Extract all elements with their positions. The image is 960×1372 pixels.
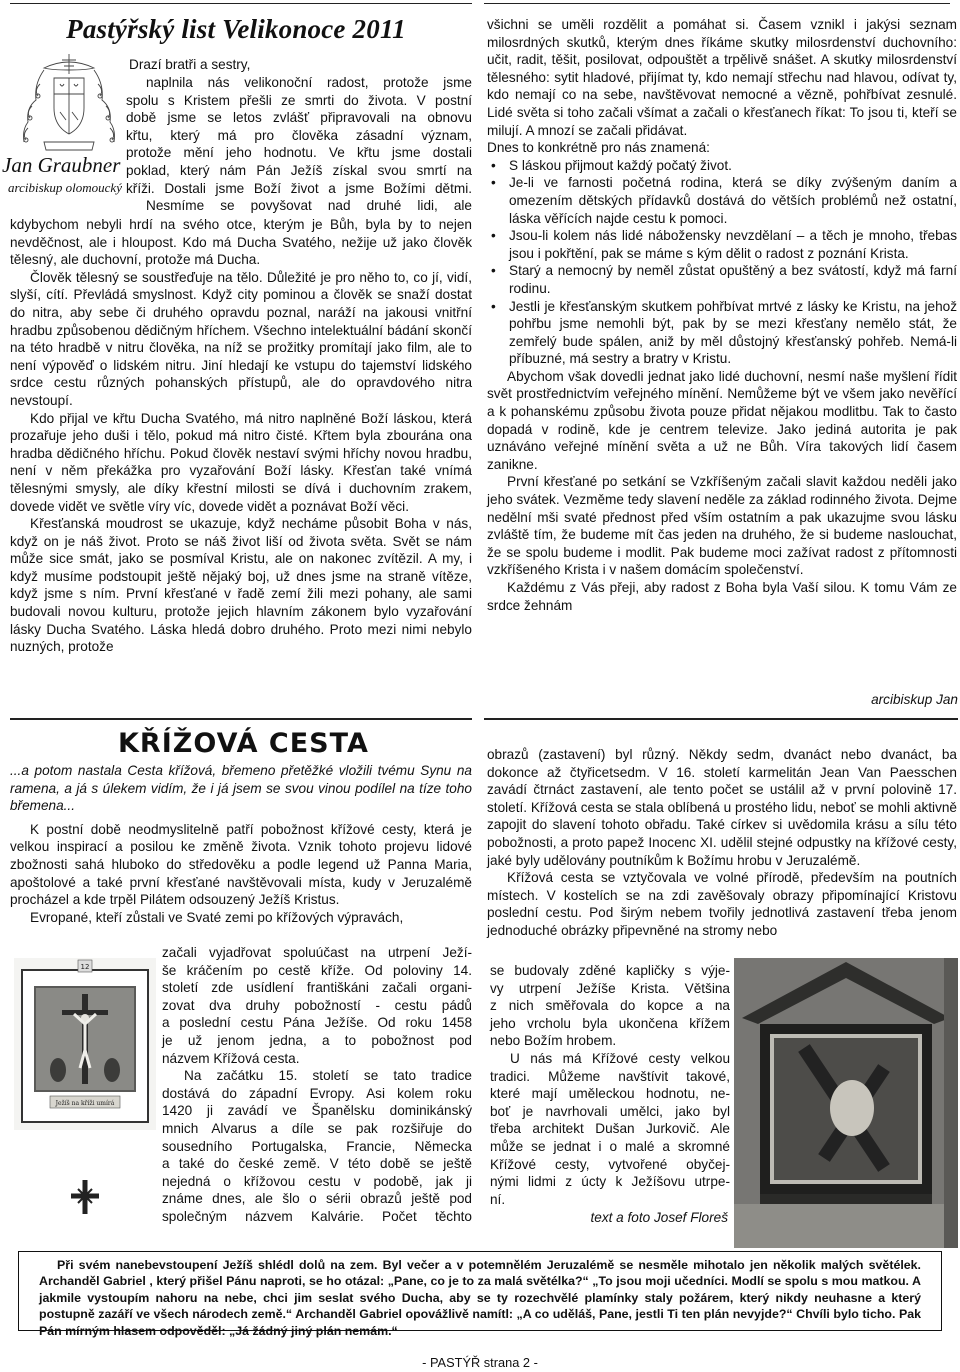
- top-rule-left: [10, 3, 472, 4]
- letter-line: Nesmíme se povyšovat nad druhé lidi, ale: [146, 198, 472, 214]
- list-item: • Je-li ve farnosti početná rodina, která se díky zvýšeným daním a omezením dětských přídavků dostává do větších problémů než ostatní, láska věřících najde cestu k pomoci.: [487, 174, 957, 227]
- list-item: • S láskou přijmout každý počatý život.: [487, 157, 957, 175]
- story-text: Při svém nanebevstoupení Ježíš shlédl dolů na zem. Byl večer a v potemnělém Jeruzalémě se nesměle mihotalo jen několik malých světélek. Archanděl Gabriel , který přišel Pánu naproti, se ho otázal: „Pane, co je to za malá světélka?“ „To jsou moji učedníci. Modlí se spolu s mou matkou. A jakmile vystoupím nahoru na nebe, chci jim seslat svého Ducha, aby se ty rozechvělé plamínky staly požárem, který nikdy neuhasne a který postupně zazáří ve všech národech země.“ Archanděl Gabriel opovážlivě namítl: „A co uděláš, Pane, jestli Ti ten plán nevyjde?“ Chvíli bylo ticho. Pak Pán mírným hlasem odpověděl: „Já žádný jiný plán nemám.“: [39, 1258, 921, 1338]
- cesta-line: společným názvem Kalvárie. Počet těchto: [162, 1208, 472, 1224]
- cesta-line: še kráčením po cestě kříže. Od poloviny 14.: [162, 962, 472, 978]
- cesta-line: a také do české země. V této době se ještě: [162, 1156, 472, 1172]
- cesta-line: třeba architekt Dušan Jurkovič. Ale: [490, 1121, 730, 1137]
- cesta-left-body: [10, 762, 472, 926]
- cesta-paragraph: K postní době neodmyslitelně patří pobožnost křížové cesty, která je velkou inspirací a posilou ke změně života. Vznik tohoto projevu lidové zbožnosti sahá hluboko do středověku a podle legend už Panna Maria, apoštolové a také první křesťané navštěvovali místa, kudy v Jeruzalémě procházel a kde trpěl Pilátem odsouzený Ježíš Kristus.: [10, 821, 472, 908]
- cesta-line: vy utrpení Ježíše Krista. Většina: [490, 980, 730, 996]
- page-footer: - PASTÝŘ strana 2 -: [422, 1355, 538, 1370]
- section-divider-right: [484, 718, 958, 720]
- cesta-paragraph: Křížová cesta se vztyčovala ve volné přírodě, především na poutních místech. V kostelích se na zdi zavěšovaly obrazy připomínající Kristovu poslední cestu. Pod širým nebem tvořily jednotlivá zastavení třeba jenom jednoduché obrázky připevněné na stromy nebo: [487, 870, 957, 938]
- cesta-line: Křížové cesty, vytvořené obyčej-: [490, 1156, 730, 1172]
- cesta-line: 1420 ji zavádí ve Španělsku dominikánský: [162, 1103, 472, 1119]
- cesta-line: názvem Křížová cesta.: [162, 1050, 300, 1066]
- list-item: • Jsou-li kolem nás lidé nábožensky nevzdělaní – a těch je mnoho, třebas jsou i pokřtění, pak se máme s kým dělit o radost z poznání Krista.: [487, 227, 957, 262]
- cesta-line: které mají uměleckou hodnotu, ne-: [490, 1086, 730, 1102]
- cesta-paragraph: Evropané, kteří zůstali ve Svaté zemi po křížových výpravách,: [30, 909, 404, 925]
- letter-paragraph: První křesťané po setkání se Vzkříšeným začali slavit každou neděli jako jeho svátek. Vezměme tedy slavení neděle za základ rodinného života. Dejme nedělní mši svaté přednost před vším ostatním a pak ukazujme svou lásku zvláště tím, že budeme mít čas jeden na druhého, že si budeme naslouchat, že se spolu budeme i modlit. Pak budeme moci zažívat radost z přítomnosti vzkříšeného Krista i v našem domácím společenství.: [487, 474, 957, 578]
- wayside-chapel-photo: [734, 958, 958, 1248]
- letter-sign: arcibiskup Jan: [871, 692, 958, 707]
- station-caption: Ježíš na kříži umírá: [55, 1100, 115, 1107]
- letter-line: naplnila nás velikonoční radost, protože jsme: [146, 75, 472, 90]
- letter-line: době jsme se letos zvlášť připravovali na obnovu: [126, 110, 472, 126]
- coat-of-arms-icon: [14, 50, 124, 154]
- letter-paragraph: Člověk tělesný se soustřeďuje na tělo. Důležité je pro něho to, co jí, vidí, slyší, cítí. Převládá smyslnost. Když city pominou a člověk se snaží dostat do nitra, aby sebe či druhého opravdu poznal, naráží na jakousi vnitřní hradbu způsobenou dědičným hříchem. Všechno intelektuální bádání skončí na této hradbě v nitru člověka, na níž se prožitky promítají jako film, ale to není výpověď o lidském nitru. Jiní hledají ke vstupu do tajemství lidského srdce cestu různých pohanských přístupů, ale do opravdového nitra nevstoupí.: [10, 269, 472, 408]
- cesta-line: známe dnes, ale šlo o sérii obrazů ještě pod: [162, 1191, 472, 1207]
- signature-name: Jan Graubner: [2, 153, 121, 177]
- letter-paragraph: Křesťanská moudrost se ukazuje, když necháme působit Boha v nás, když on je náš život. Proto se náš život liší od života světa. Svět se nám může sice smát, jako se posmíval Kristu, ale on nakonec zvítězil. A my, i když musíme podstoupit ještě nějaký boj, už dnes jsme na straně vítěze, když jsme s ním. První křesťané v řadě zemí žili mezi pohany, ale sami budovali novou kulturu, protože jejich hlavním zákonem bylo vyzařování lásky Ducha Svatého. Láska hledá dobro druhého. Proto mezi nimi nebylo nuzných, protože: [10, 516, 472, 655]
- letter-top-lines: [126, 74, 472, 215]
- cesta-line: dostává do západní Evropy. Asi kolem roku: [162, 1085, 472, 1101]
- letter-paragraph: všichni se uměli rozdělit a pomáhat si. Časem vznikl i jakýsi seznam milosrdných skutků, kterým dnes říkáme skutky milosrdenství duchovního: učit, radit, těšit, posilovat, odpouštět a trpělivě snášet. A skutky milosrdenství tělesného: sytit hladové, přijímat ty, kdo nemají střechu nad hlavou, odívat ty, kdo nemají co na sebe, navštěvovat nemocné a vězně, pohřbívat zesnulé. Lidé světa si toho začali všímat a začali o křesťanech říkat: To jsou ti, kteří se milují. A mnozí se začali přidávat.: [487, 17, 957, 138]
- page-title: Pastýřský list Velikonoce 2011: [66, 14, 406, 44]
- letter-paragraph: kdybychom nebyli hrdí na svého otce, kterým je Bůh, byla by to nejen nevděčnost, ale i hloupost. Kdo má Ducha Svatého, nežije už jako člověk tělesný, ale duchovní, protože má Ducha.: [10, 217, 472, 268]
- cesta-quote: ...a potom nastala Cesta křížová, břemeno přetěžké vložili tvému Synu na ramena, a já s úlekem vidím, že i já jsem se svou vinou podílel na tíze toho břemena...: [10, 763, 472, 814]
- cesta-line: nebo Božím hrobem.: [490, 1033, 617, 1049]
- obligations-list: [487, 157, 957, 368]
- cesta-line: jeho vrcholu byla ukončena křížem: [490, 1015, 730, 1031]
- letter-paragraph: Dnes to konkrétně pro nás znamená:: [487, 140, 710, 156]
- list-item: • Jestli je křesťanským skutkem pohřbívat mrtvé z lásky ke Kristu, na jehož pohřbu jsme nemohli být, pak by se mezi křesťany nemělo stát, že zemřelý bude spálen, aniž by měl důstojný křesťanský pohřeb. Nemá-li příbuzné, má sestry a bratry v Kristu.: [487, 298, 957, 368]
- list-item: • Starý a nemocný by neměl zůstat opuštěný a bez svátostí, když má farní rodinu.: [487, 262, 957, 297]
- cesta-line: tradici. Můžeme navštívit takové,: [490, 1068, 730, 1084]
- cesta-line: U nás má Křížové cesty velkou: [510, 1050, 730, 1066]
- cesta-paragraph: obrazů (zastavení) byl různý. Někdy sedm, dvanáct nebo dvanáct, ba dokonce až čtyřicetsedm. V 16. století karmelitán Jean Van Paesschen zavádí čtrnáct zastavení, ale tento počet se ustálil až v první polovině 17. století. Křížová cesta se stala oblíbená u prostého lidu, neboť se mohli aktivně zapojit do slavení tohoto obřadu. Také církev si uvědomila krásu a sílu této pobožnosti, a proto papež Inocenc XI. udělil stejné odpustky na křížové cesty, jaké byly udělovány poutníkům k Božímu hrobu v Jeruzalémě.: [487, 747, 957, 868]
- letter-line: kříži. Dostali jsme Boží život a jsme Božími dětmi.: [126, 180, 472, 196]
- letter-line: protože mění jeho hodnotu. Ve křtu jsme dostali: [126, 145, 472, 161]
- cesta-line: století zde usídlení františkáni začali organi-: [162, 980, 472, 996]
- signature-role: arcibiskup olomoucký: [8, 180, 122, 195]
- cesta-line: z nich směřovala do kopce a na: [490, 998, 730, 1014]
- cesta-line: boť je navrhovali umělci, jako byl: [490, 1103, 730, 1119]
- letter-left-body: [10, 216, 472, 656]
- letter-line: spolu s Kristem přešli ze smrti do života. V postní: [126, 92, 472, 108]
- cesta-line: nými lidmi z úcty k Ježíšovu utrpe-: [490, 1174, 730, 1190]
- cesta-line: zovat dva druhy pobožností - cestu pádů: [162, 997, 472, 1013]
- cesta-line: ní.: [490, 1191, 506, 1207]
- photo-credit: text a foto Josef Floreš: [590, 1210, 728, 1225]
- cesta-line: mnich Alvarus a díle se pak rozšiřuje do: [162, 1120, 472, 1136]
- letter-right-body: [487, 16, 957, 614]
- letter-paragraph: Kdo přijal ve křtu Ducha Svatého, má nitro naplněné Boží láskou, která prozařuje jeho duši i tělo, pokud má nitro čisté. Křtem byla zbourána ona hradba dědičného hříchu. Pokud člověk nestaví svými hříchy novou hradbu, není v něm překážka pro vyzařování Boží lásky. Křesťan také vnímá tělesnými smysly, ale díky křestní milosti se dívá i duchovním zrakem, dovede vidět ve světle víry víc, dovede vidět a poznávat Boží věci.: [10, 410, 472, 514]
- station-number: 12: [80, 963, 90, 971]
- cesta-line: začali vyjadřovat spoluúčast na utrpení Ježí-: [162, 945, 472, 960]
- greeting-text: Drazí bratři a sestry,: [129, 57, 251, 72]
- letter-paragraph: Každému z Vás přeji, aby radost z Boha byla Vaší silou. K tomu Vám ze srdce žehnám: [487, 580, 957, 613]
- cesta-line: se budovaly zděné kapličky s výje-: [490, 963, 730, 978]
- cesta-line: Na začátku 15. století se tato tradice: [184, 1068, 472, 1084]
- station-painting-image: [14, 958, 156, 1130]
- cesta-right-narrow: [490, 962, 730, 1208]
- cross-icon: [68, 1178, 102, 1216]
- cesta-right-body: [487, 746, 957, 940]
- letter-greeting: [129, 56, 471, 74]
- section-title: KŘÍŽOVÁ CESTA: [118, 728, 369, 759]
- cesta-line: může se jednat i o malé a skromné: [490, 1138, 730, 1154]
- letter-line: křtu, který má pro člověka zásadní význam,: [126, 127, 472, 143]
- cesta-line: sousedního Portugalska, Francie, Německa: [162, 1138, 472, 1154]
- cesta-line: je už jenom jedna, a to pobožnost pod: [162, 1032, 472, 1048]
- story-box: [18, 1251, 942, 1338]
- letter-paragraph: Abychom však dovedli jednat jako lidé duchovní, nesmí naše myšlení řídit svět prostřednictvím veřejného mínění. Nemůžeme být ve všem jako nevěřící a k pohanskému způsobu života pouze přidat nějakou modlitbu. Tak to často dopadá v rodině, kde je centrem televize. Jako jediná autorita je pak uznáváno veřejné mínění světa a už ne Bůh. Víra takových lidí časem zanikne.: [487, 368, 957, 472]
- cesta-line: a poslední cestu Pána Ježíše. Od roku 1458: [162, 1015, 472, 1031]
- letter-line: poklad, který nám Pán Ježíš získal svou smrtí na: [126, 162, 472, 178]
- cesta-line: nejedná o křížovou cestu v podobě, jak ji: [162, 1173, 472, 1189]
- section-divider-left: [10, 718, 472, 720]
- cesta-left-narrow: [162, 944, 472, 1226]
- top-rule-right: [484, 3, 950, 4]
